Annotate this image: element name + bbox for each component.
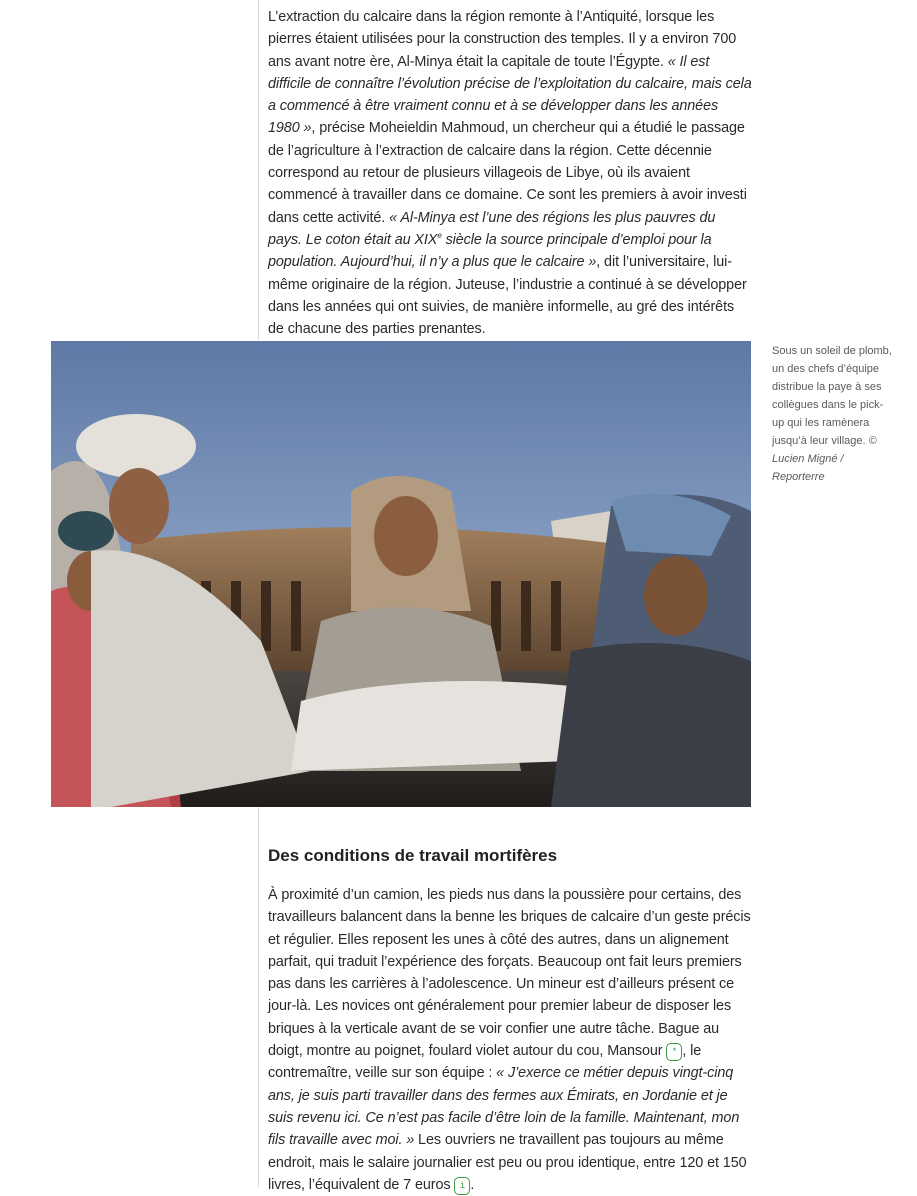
photo-illustration (51, 341, 751, 807)
caption-text: Sous un soleil de plomb, un des chefs d’équipe distribue la paye à ses collègues dans le pick-up qui les ramènera jusqu’à leur village. (772, 345, 892, 447)
left-rule-top (258, 0, 259, 340)
article-photo[interactable] (51, 341, 751, 807)
article-paragraph-2 (268, 884, 752, 1196)
section-heading: Des conditions de travail mortifères (268, 846, 558, 865)
article-paragraph-1 (268, 6, 752, 340)
quote-segment: « Il est difficile de connaître l’évolution précise de l’exploitation du calcaire, mais cela a commencé à être vraiment connu et à se développer dans les années 1980 » (268, 53, 752, 137)
text-segment: L’extraction du calcaire dans la région remonte à l’Antiquité, lorsque les pierres étaient utilisées pour la construction des temples. Il y a environ 700 ans avant notre ère, Al-Minya était la capitale de toute l’Égypte. (268, 9, 737, 70)
quote-part: siècle la source principale d’emploi pour la population. Aujourd’hui, il n’y a plus que le calcaire » (268, 231, 712, 271)
text-segment: , précise Moheieldin Mahmoud, un chercheur qui a étudié le passage de l’agriculture à l’extraction de calcaire dans la région. Cette décennie correspond au retour de plusieurs villageois de Libye, où ils avaient commencé à travailler dans ce domaine. Ce sont les premiers à avoir investi dans cette activité. (268, 120, 747, 226)
text-segment: À proximité d’un camion, les pieds nus dans la poussière pour certains, des travailleurs balancent dans la benne les briques de calcaire d’un geste précis et régulier. Elles reposent les unes à côté des autres, dans un alignement parfait, qui traduit l’expérience des forçats. Beaucoup ont fait leurs premiers pas dans les carrières à l’adolescence. Un mineur est d’ailleurs présent ce jour-là. Les novices ont généralement pour premier labeur de disposer les briques à la verticale avant de se voir confier une autre tâche. Bague au doigt, montre au poignet, foulard violet autour du cou, Mansour (268, 887, 751, 1060)
quote-segment: « J’exerce ce métier depuis vingt-cinq ans, je suis parti travailler dans des fermes aux Émirats, en Jordanie et je suis revenu ici. Ce n’est pas facile d’être loin de la famille. Maintenant, mon fils travaille avec moi. » (268, 1065, 740, 1149)
footnote-marker-icon[interactable]: * (666, 1043, 682, 1061)
info-note-icon[interactable]: i (454, 1177, 470, 1195)
superscript: e (437, 231, 442, 241)
text-segment: , dit l’universitaire, lui-même originaire de la région. Juteuse, l’industrie a continué à se développer dans les années qui ont suivies, de manière informelle, au gré des intérêts de chacune des parties prenantes. (268, 254, 747, 338)
text-segment: Les ouvriers ne travaillent pas toujours au même endroit, mais le salaire journalier est peu ou prou identique, entre 120 et 150 livres, l’équivalent de 7 euros (268, 1132, 747, 1193)
left-rule-bottom (258, 807, 259, 1187)
text-segment: , le contremaître, veille sur son équipe : (268, 1043, 702, 1082)
photo-caption (772, 342, 892, 486)
text-segment: . (470, 1176, 475, 1193)
quote-part: « Al-Minya est l’une des régions les plus pauvres du pays. Le coton était au XIX (268, 209, 716, 248)
photo-credit: © Lucien Migné / Reporterre (772, 435, 877, 483)
